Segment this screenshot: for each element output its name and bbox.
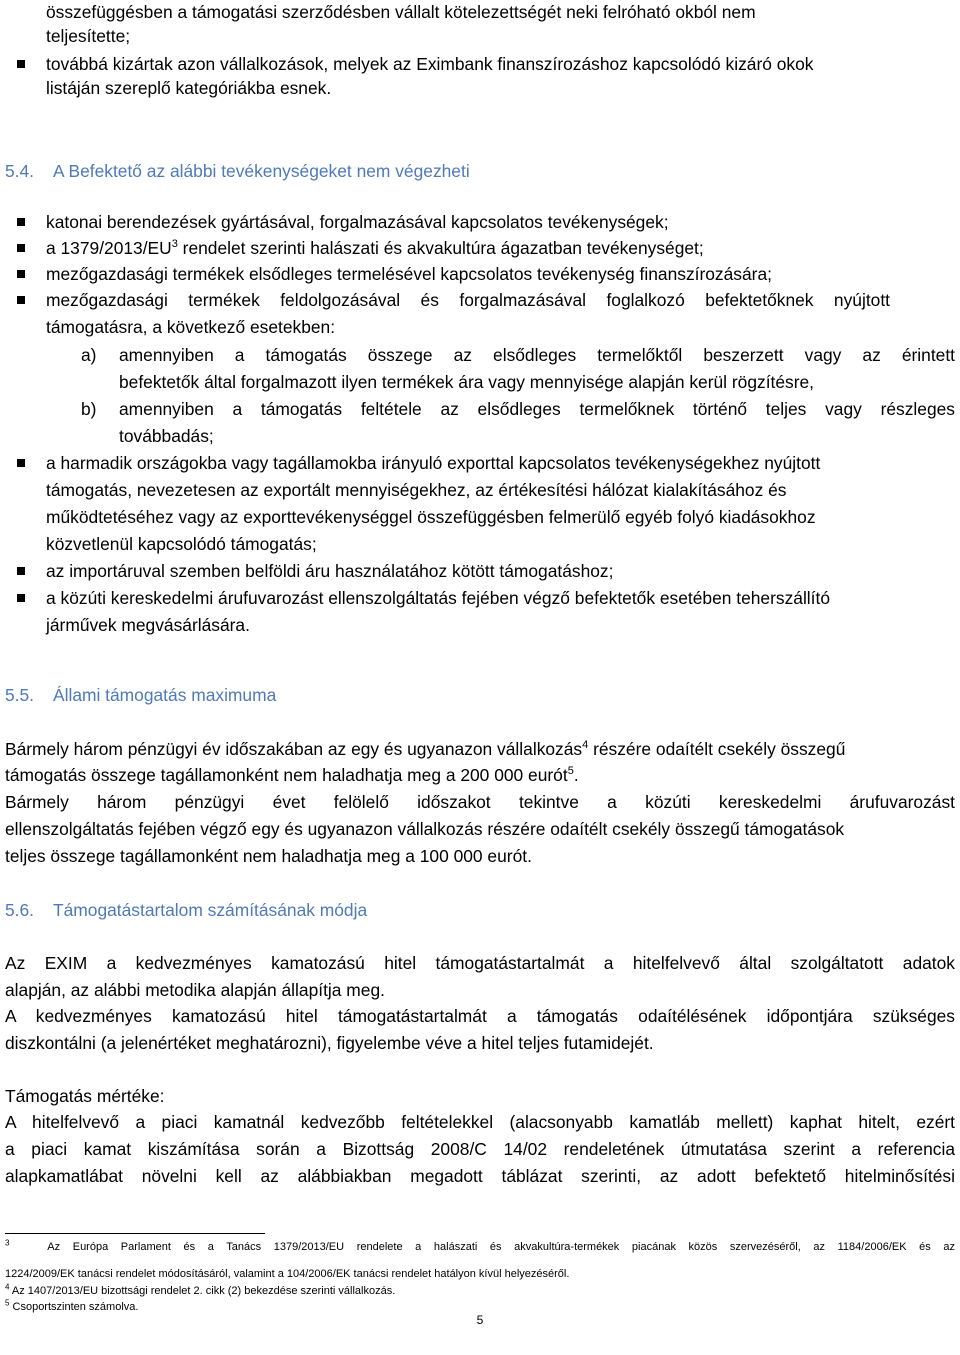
- footnote-3-line: 1224/2009/EK tanácsi rendelet módosításáról, valamint a 104/2006/EK tanácsi rendelet hatályon kívül helyezéséről.: [5, 1268, 570, 1280]
- bullet-text: [46, 236, 704, 260]
- footnote-mark: 4: [5, 1282, 10, 1292]
- bullet-square-icon: [17, 218, 25, 226]
- footnote-ref: 3: [171, 238, 178, 251]
- sub-item-label: a): [81, 345, 97, 365]
- section-title: Támogatástartalom számításának módja: [53, 900, 368, 920]
- section-title: Állami támogatás maximuma: [53, 685, 277, 705]
- footnote-3-line: [5, 1240, 955, 1254]
- text-part: .: [573, 765, 579, 785]
- footnote-separator: [5, 1233, 265, 1234]
- bullet-square-icon: [17, 244, 25, 252]
- sub-item-text: befektetők által forgalmazott ilyen termékek ára vagy mennyisége alapján kerül rögzítésre,: [119, 372, 815, 392]
- paragraph-line: ellenszolgáltatás fejében végző egy és ugyanazon vállalkozás részére odaítélt csekély összegű támogatások: [5, 819, 845, 839]
- bullet-text: az importáruval szemben belföldi áru használatához kötött támogatáshoz;: [46, 561, 614, 581]
- bullet-text: katonai berendezések gyártásával, forgalmazásával kapcsolatos tevékenységek;: [46, 212, 669, 232]
- bullet-text: támogatás, nevezetesen az exportált mennyiségekhez, az értékesítési hálózat kialakításához és: [46, 480, 787, 500]
- bullet-text: a közúti kereskedelmi árufuvarozást ellenszolgáltatás fejében végző befektetők esetében teherszállító: [46, 588, 831, 608]
- sub-item-text: amennyiben a támogatás feltétele az elsődleges termelőknek történő teljes vagy részleges: [119, 399, 955, 419]
- paragraph-line: alapkamatlábat növelni kell az alábbiakban megadott táblázat szerinti, az adott befektető hitelminősítési: [5, 1166, 955, 1186]
- section-heading-5-4: [5, 159, 470, 183]
- paragraph-line: teljes összege tagállamonként nem haladhatja meg a 100 000 eurót.: [5, 846, 532, 866]
- footnote-text: Az Európa Parlament és a Tanács 1379/2013/EU rendelete a halászati és akvakultúra-termékek piacának közös szervezéséről, az 1184/2006/EK és az: [47, 1241, 955, 1253]
- bullet-square-icon: [17, 60, 25, 68]
- section-heading-5-5: [5, 683, 276, 707]
- text-part: támogatás összege tagállamonként nem haladhatja meg a 200 000 eurót: [5, 765, 568, 785]
- bullet-text: listáján szereplő kategóriákba esnek.: [46, 78, 332, 98]
- label-line: Támogatás mértéke:: [5, 1086, 165, 1106]
- sub-item-text: amennyiben a támogatás összege az elsődleges termelőktől beszerzett vagy az érintett: [119, 345, 955, 365]
- bullet-text: működtetéséhez vagy az exporttevékenységgel összefüggésben felmerülő egyéb folyó kiadásokhoz: [46, 507, 816, 527]
- section-number: 5.6.: [5, 900, 35, 920]
- section-heading-5-6: [5, 898, 367, 922]
- section-number: 5.4.: [5, 161, 35, 181]
- footnote-mark: 3: [5, 1238, 10, 1248]
- text-part: Bármely három pénzügyi év időszakában az egy és ugyanazon vállalkozás: [5, 739, 583, 759]
- footnote-4: [5, 1284, 395, 1298]
- footnote-text: Csoportszinten számolva.: [9, 1301, 139, 1313]
- footnote-ref: 4: [582, 739, 589, 752]
- page-number: 5: [476, 1313, 484, 1327]
- bullet-square-icon: [17, 567, 25, 575]
- sub-item-text: továbbadás;: [119, 426, 214, 446]
- bullet-square-icon: [17, 296, 25, 304]
- footnote-ref: 5: [567, 765, 574, 778]
- paragraph-line: a piaci kamat kiszámítása során a Bizottság 2008/C 14/02 rendeletének útmutatása szerint a referencia: [5, 1139, 955, 1159]
- paragraph-line: [5, 763, 579, 787]
- bullet-text: támogatásra, a következő esetekben:: [46, 317, 336, 337]
- bullet-text: mezőgazdasági termékek feldolgozásával és forgalmazásával foglalkozó befektetőknek nyújtott: [46, 290, 890, 310]
- bullet-square-icon: [17, 594, 25, 602]
- bullet-text: továbbá kizártak azon vállalkozások, melyek az Eximbank finanszírozáshoz kapcsolódó kizáró okok: [46, 54, 814, 74]
- paragraph-line: [5, 737, 845, 761]
- text-part: részére odaítélt csekély összegű: [588, 739, 846, 759]
- footnote-5: [5, 1300, 138, 1314]
- bullet-text: járművek megvásárlására.: [46, 615, 250, 635]
- bullet-square-icon: [17, 459, 25, 467]
- paragraph-line: A kedvezményes kamatozású hitel támogatástartalmát a támogatás odaítélésének időpontjára szükséges: [5, 1006, 955, 1026]
- bullet-text: a harmadik országokba vagy tagállamokba irányuló exporttal kapcsolatos tevékenységekhez nyújtott: [46, 453, 821, 473]
- section-title: A Befektető az alábbi tevékenységeket nem végezheti: [53, 161, 470, 181]
- bullet-text-part: a 1379/2013/EU: [46, 238, 172, 258]
- paragraph-line: diszkontálni (a jelenértéket meghatározni), figyelembe véve a hitel teljes futamidejét.: [5, 1033, 654, 1053]
- bullet-square-icon: [17, 270, 25, 278]
- section-number: 5.5.: [5, 685, 35, 705]
- paragraph-line: Az EXIM a kedvezményes kamatozású hitel támogatástartalmát a hitelfelvevő által szolgáltatott adatok: [5, 953, 955, 973]
- bullet-text: mezőgazdasági termékek elsődleges termelésével kapcsolatos tevékenység finanszírozására;: [46, 264, 772, 284]
- sub-item-label: b): [81, 399, 97, 419]
- continuation-line: összefüggésben a támogatási szerződésben vállalt kötelezettségét neki felróható okból nem: [46, 2, 756, 22]
- continuation-line: teljesítette;: [46, 26, 131, 46]
- paragraph-line: A hitelfelvevő a piaci kamatnál kedvezőbb feltételekkel (alacsonyabb kamatláb mellett) kaphat hitelt, ezért: [5, 1112, 955, 1132]
- bullet-text: közvetlenül kapcsolódó támogatás;: [46, 534, 317, 554]
- paragraph-line: Bármely három pénzügyi évet felölelő időszakot tekintve a közúti kereskedelmi árufuvarozást: [5, 792, 955, 812]
- bullet-text-part: rendelet szerinti halászati és akvakultúra ágazatban tevékenységet;: [177, 238, 704, 258]
- paragraph-line: alapján, az alábbi metodika alapján állapítja meg.: [5, 980, 385, 1000]
- footnote-mark: 5: [5, 1298, 10, 1308]
- footnote-text: Az 1407/2013/EU bizottsági rendelet 2. cikk (2) bekezdése szerinti vállalkozás.: [9, 1285, 396, 1297]
